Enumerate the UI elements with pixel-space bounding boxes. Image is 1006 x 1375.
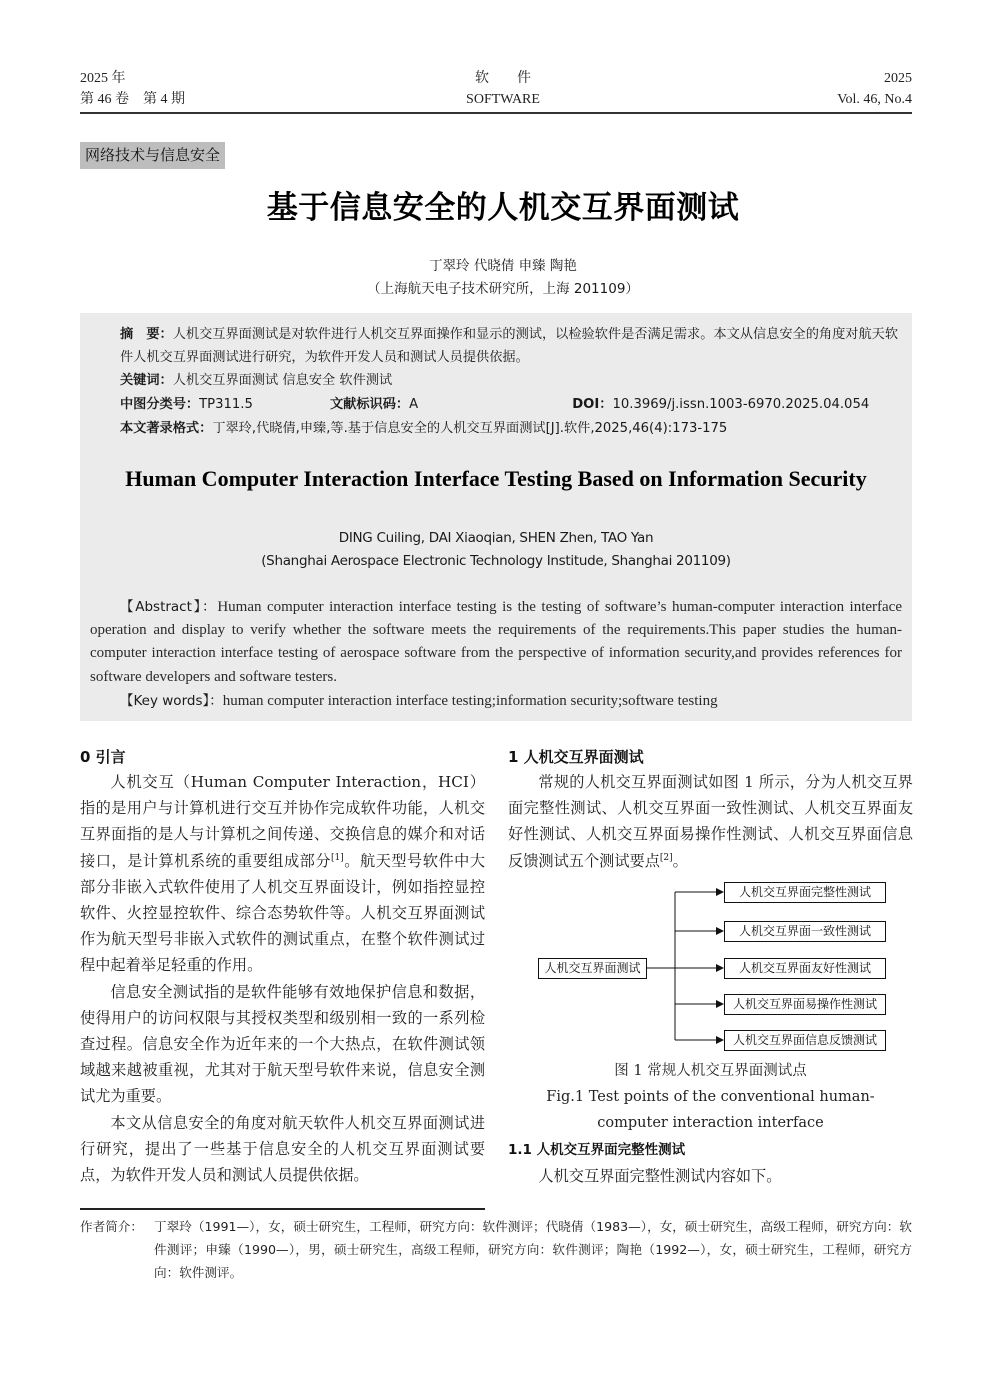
clc-field (120, 393, 330, 416)
citation-format (90, 417, 902, 440)
figure-1-caption-en: Fig.1 Test points of the conventional human-computer interaction interface (546, 1089, 875, 1131)
abstract-en-text: Human computer interaction interface testing is the testing of software’s human-computer interaction interface operation and display to verify whether the software meets the requirements of the requirements.This paper studies the human-computer interaction interface testing of aerospace software from the perspective of information security,and provides references for software developers and software testers. (90, 599, 902, 685)
clc-label: 中图分类号： (120, 397, 200, 412)
journal-name-en: SOFTWARE (466, 92, 540, 107)
issue-volume-cn: 第 46 卷 第 4 期 (80, 92, 185, 107)
affiliation-cn: （上海航天电子技术研究所，上海 201109） (367, 281, 639, 297)
doc-code-field (330, 393, 568, 416)
abstract-cn (90, 323, 902, 369)
paragraph-text: 。 (672, 851, 688, 870)
section-1-body (508, 769, 913, 874)
running-header-right (837, 68, 912, 110)
running-header-left (80, 68, 185, 110)
keywords-en-text: human computer interaction interface testing;information security;software testing (222, 693, 718, 709)
header-rule (80, 112, 912, 114)
diagram-child-node: 人机交互界面完整性测试 (724, 882, 886, 903)
citation-label: 本文著录格式： (120, 421, 213, 436)
author-bio-label: 作者简介： (80, 1219, 143, 1234)
paragraph-text: 常规的人机交互界面测试如图 1 所示，分为人机交互界面完整性测试、人机交互界面一致性测试、人机交互界面友好性测试、人机交互界面易操作性测试、人机交互界面信息反馈测试五个测试要点 (508, 773, 913, 870)
author-bio-content: 丁翠玲（1991—），女，硕士研究生，工程师，研究方向：软件测评；代晓倩（1983—），女，硕士研究生，高级工程师，研究方向：软件测评；申臻（1990—），男，硕士研究生，高级工程师，研究方向：软件测评；陶艳（1992—），女，硕士研究生，工程师，研究方向：软件测评。 (154, 1219, 912, 1280)
issue-volume-en: Vol. 46, No.4 (837, 92, 912, 107)
subsection-1-1-paragraph: 人机交互界面完整性测试内容如下。 (538, 1167, 782, 1185)
doc-code-label: 文献标识码： (330, 397, 410, 412)
section-1-paragraph-1 (508, 769, 913, 874)
abstract-cn-text: 人机交互界面测试是对软件进行人机交互界面操作和显示的测试，以检验软件是否满足需求。本文从信息安全的角度对航天软件人机交互界面测试进行研究，为软件开发人员和测试人员提供依据。 (120, 327, 899, 365)
keywords-cn-label: 关键词： (120, 373, 173, 388)
paragraph-text: 人机交互（Human Computer Interaction，HCI）指的是用户与计算机进行交互并协作完成软件功能，人机交互界面指的是人与计算机之间传递、交换信息的媒介和对话接口，是计算机系统的重要组成部分 (80, 773, 485, 870)
authors-cn: 丁翠玲 代晓倩 申臻 陶艳 (429, 258, 577, 274)
diagram-child-node: 人机交互界面信息反馈测试 (724, 1030, 886, 1051)
issue-year-en: 2025 (884, 71, 912, 86)
column-tag: 网络技术与信息安全 (80, 142, 225, 169)
doi-value[interactable]: 10.3969/j.issn.1003-6970.2025.04.054 (612, 397, 870, 412)
authors-en: DING Cuiling, DAI Xiaoqian, SHEN Zhen, TAO Yan (338, 530, 654, 546)
keywords-cn (90, 369, 902, 392)
diagram-root-node: 人机交互界面测试 (538, 958, 647, 979)
citation-ref-1[interactable]: [1] (331, 852, 344, 863)
figure-1-caption-cn: 图 1 常规人机交互界面测试点 (614, 1063, 807, 1079)
abstract-cn-label: 摘 要： (120, 327, 173, 342)
citation-text: 丁翠玲,代晓倩,申臻,等.基于信息安全的人机交互界面测试[J].软件,2025,46(4):173-175 (212, 421, 728, 436)
diagram-child-node: 人机交互界面一致性测试 (724, 921, 886, 942)
section-1-heading: 1 人机交互界面测试 (508, 748, 644, 766)
paper-title-en: Human Computer Interaction Interface Testing Based on Information Security (125, 466, 867, 491)
clc-value: TP311.5 (199, 397, 253, 412)
keywords-en (90, 690, 902, 713)
doc-code-value: A (409, 397, 419, 412)
figure-1-diagram (530, 876, 900, 1056)
author-bio-footnote (80, 1215, 912, 1284)
diagram-child-node: 人机交互界面易操作性测试 (724, 994, 886, 1015)
keywords-cn-text: 人机交互界面测试 信息安全 软件测试 (172, 373, 393, 388)
diagram-child-node: 人机交互界面友好性测试 (724, 958, 886, 979)
issue-year-cn: 2025 年 (80, 71, 126, 86)
footnote-rule (80, 1208, 485, 1210)
citation-ref-2[interactable]: [2] (659, 852, 673, 863)
paper-title-cn: 基于信息安全的人机交互界面测试 (266, 190, 740, 226)
classification-row (90, 393, 902, 416)
doi-label: DOI： (572, 397, 613, 412)
author-bio-text (80, 1215, 912, 1284)
paragraph-text: 。航天型号软件中大部分非嵌入式软件使用了人机交互界面设计，例如指控显控软件、火控显控软件、综合态势软件等。人机交互界面测试作为航天型号非嵌入式软件的测试重点，在整个软件测试过程中起着举足轻重的作用。 (80, 851, 486, 975)
journal-name-cn: 软 件 (475, 71, 531, 86)
subsection-1-1-body (508, 1163, 913, 1189)
running-header-center (403, 68, 603, 110)
section-0-paragraph-3: 本文从信息安全的角度对航天软件人机交互界面测试进行研究，提出了一些基于信息安全的人机交互界面测试要点，为软件开发人员和测试人员提供依据。 (80, 1113, 485, 1185)
doi-field[interactable] (568, 397, 869, 412)
section-0-heading: 0 引言 (80, 748, 126, 766)
affiliation-en: (Shanghai Aerospace Electronic Technology Institude, Shanghai 201109) (261, 553, 731, 569)
section-0-body (80, 769, 485, 1188)
subsection-1-1-heading: 1.1 人机交互界面完整性测试 (508, 1142, 686, 1158)
section-0-paragraph-1 (80, 769, 485, 979)
abstract-en-label: 【Abstract】： (120, 599, 218, 615)
keywords-en-label: 【Key words】： (120, 693, 223, 709)
section-0-paragraph-2: 信息安全测试指的是软件能够有效地保护信息和数据，使得用户的访问权限与其授权类型和级别相一致的一系列检查过程。信息安全作为近年来的一个大热点，在软件测试领域越来越被重视，尤其对于航天型号软件来说，信息安全测试尤为重要。 (80, 982, 485, 1106)
abstract-en (90, 596, 902, 689)
